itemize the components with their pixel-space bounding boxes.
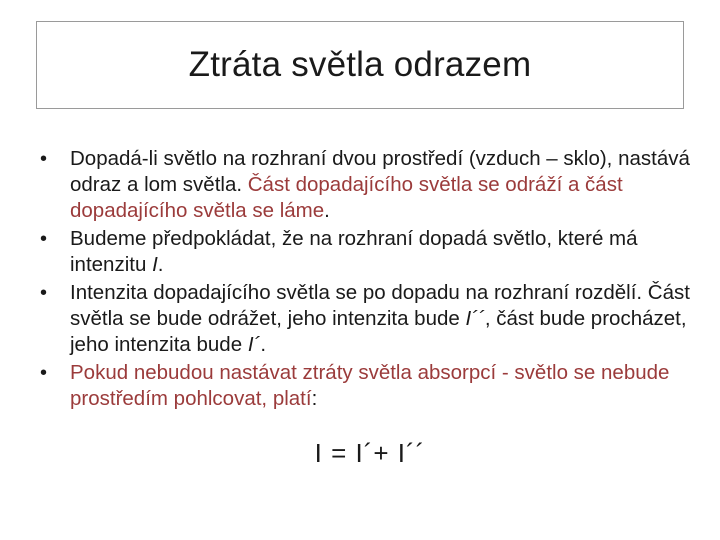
- bullet-dot: •: [40, 148, 48, 170]
- bullet-3-end: .: [260, 333, 267, 356]
- reflected-intensity-symbol: I´´: [465, 307, 485, 330]
- bullet-4-end: :: [311, 387, 318, 410]
- bullet-item-2: [40, 226, 690, 278]
- bullet-item-1: [40, 146, 690, 224]
- bullet-dot: •: [40, 228, 48, 250]
- formula: I = I´+ I´´: [314, 438, 426, 468]
- bullet-2-end: .: [157, 253, 164, 276]
- bullet-1-text: Dopadá-li světlo na rozhraní dvou prostředí (vzduch – sklo), nastává odraz a lom světla.: [70, 147, 690, 196]
- bullet-item-3: [40, 280, 690, 358]
- transmitted-intensity-symbol: I´: [247, 333, 261, 356]
- bullet-2-text: Budeme předpokládat, že na rozhraní dopadá světlo, které má intenzitu: [70, 227, 638, 276]
- bullet-dot: •: [40, 282, 48, 304]
- bullet-dot: •: [40, 362, 48, 384]
- bullet-3-mid: , část bude procházet, jeho intenzita bude: [70, 307, 687, 356]
- intensity-symbol: I: [152, 253, 158, 276]
- bullet-1-highlight: Část dopadajícího světla se odráží a část dopadajícího světla se láme: [70, 173, 623, 222]
- bullet-1-end: .: [324, 199, 330, 222]
- bullet-4-highlight: Pokud nebudou nastávat ztráty světla absorpcí - světlo se nebude prostředím pohlcovat, platí: [70, 361, 670, 410]
- slide-title: Ztráta světla odrazem: [188, 45, 532, 84]
- title-box: [36, 21, 684, 109]
- bullet-3-text: Intenzita dopadajícího světla se po dopadu na rozhraní rozdělí. Část světla se bude odrážet, jeho intenzita bude: [70, 281, 690, 330]
- bullet-item-4: [40, 360, 690, 412]
- bullet-list: [40, 146, 690, 414]
